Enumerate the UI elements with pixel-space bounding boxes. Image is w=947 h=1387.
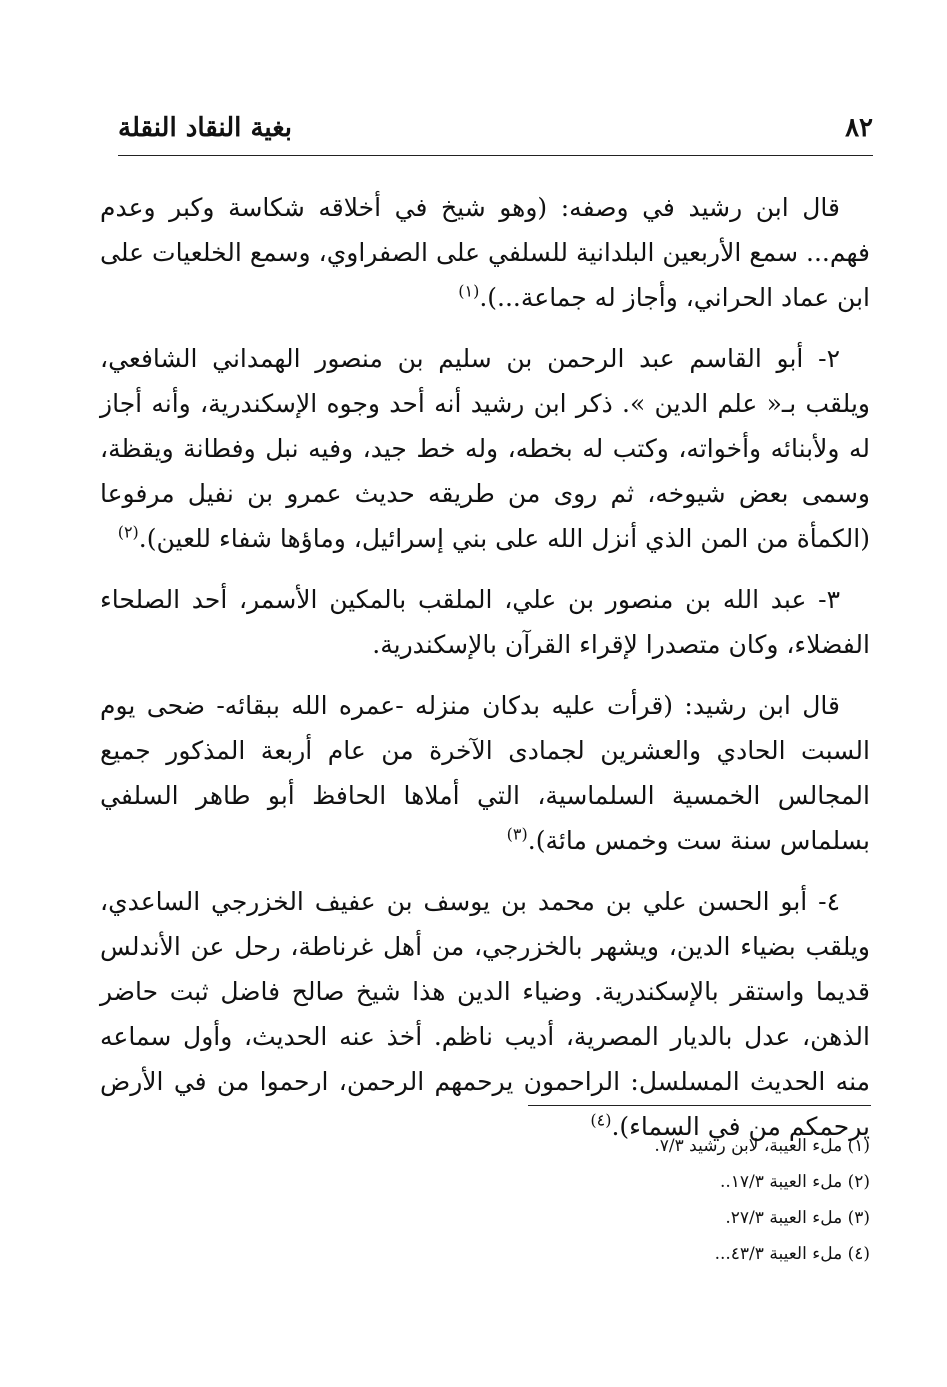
paragraph	[100, 879, 870, 1149]
footnote: (٤) ملء العيبة ٤٣/٣...	[714, 1244, 870, 1264]
paragraph-text: ٣- عبد الله بن منصور بن علي، الملقب بالمكين الأسمر، أحد الصلحاء الفضلاء، وكان متصدرا لإقراء القرآن بالإسكندرية.	[100, 585, 870, 659]
footnote-ref: (٢)	[117, 522, 139, 542]
footnote-ref: (٤)	[590, 1110, 612, 1130]
paragraph-text: ٢- أبو القاسم عبد الرحمن بن سليم بن منصور الهمداني الشافعي، ويلقب بـ« علم الدين ». ذكر ابن رشيد أنه أحد وجوه الإسكندرية، وأنه أجاز له ولأبنائه وأخواته، وكتب له بخطه، وله خط جيد، وفيه نبل وفطانة ويقظة، وسمى بعض شيوخه، ثم روى من طريقه حديث عمرو بن نفيل مرفوعا (الكمأة من المن الذي أنزل الله على بني إسرائيل، وماؤها شفاء للعين).	[100, 344, 870, 553]
paragraph-text: ٤- أبو الحسن علي بن محمد بن يوسف بن عفيف الخزرجي الساعدي، ويلقب بضياء الدين، ويشهر بالخزرجي، من أهل غرناطة، رحل عن الأندلس قديما واستقر بالإسكندرية. وضياء الدين هذا شيخ صالح فاضل ثبت حاضر الذهن، عدل بالديار المصرية، أديب ناظم. أخذ عنه الحديث، وأول سماعه منه الحديث المسلسل: الراحمون يرحمهم الرحمن، ارحموا من في الأرض يرحمكم من في السماء).	[100, 887, 870, 1141]
paragraph	[100, 336, 870, 561]
running-title: بغية النقاد النقلة	[118, 113, 293, 143]
paragraph	[100, 683, 870, 863]
paragraph-text: قال ابن رشيد: (قرأت عليه بدكان منزله -عمره الله ببقائه- ضحى يوم السبت الحادي والعشرين لجمادى الآخرة من عام أربعة المذكور جميع المجالس الخمسية السلماسية، التي أملاها الحافظ أبو طاهر السلفي بسلماس سنة ست وخمس مائة).	[100, 691, 870, 855]
footnote-ref: (٣)	[506, 824, 528, 844]
footnote-divider	[528, 1105, 871, 1106]
footnote: (٢) ملء العيبة ١٧/٣..	[719, 1172, 870, 1192]
paragraph	[100, 577, 870, 667]
footnote-ref: (١)	[458, 281, 480, 301]
paragraph	[100, 185, 870, 320]
page-header	[118, 105, 873, 156]
paragraph-text: قال ابن رشيد في وصفه: (وهو شيخ في أخلاقه شكاسة وكبر وعدم فهم... سمع الأربعين البلدانية للسلفي على الصفراوي، وسمع الخلعيات على ابن عماد الحراني، وأجاز له جماعة...).	[100, 193, 870, 312]
page-number: ٨٢	[845, 113, 873, 143]
footnotes	[430, 1128, 870, 1272]
main-text	[100, 185, 870, 1165]
footnote: (١) ملء العيبة، لابن رشيد ٧/٣.	[654, 1136, 870, 1156]
footnote: (٣) ملء العيبة ٢٧/٣.	[725, 1208, 870, 1228]
